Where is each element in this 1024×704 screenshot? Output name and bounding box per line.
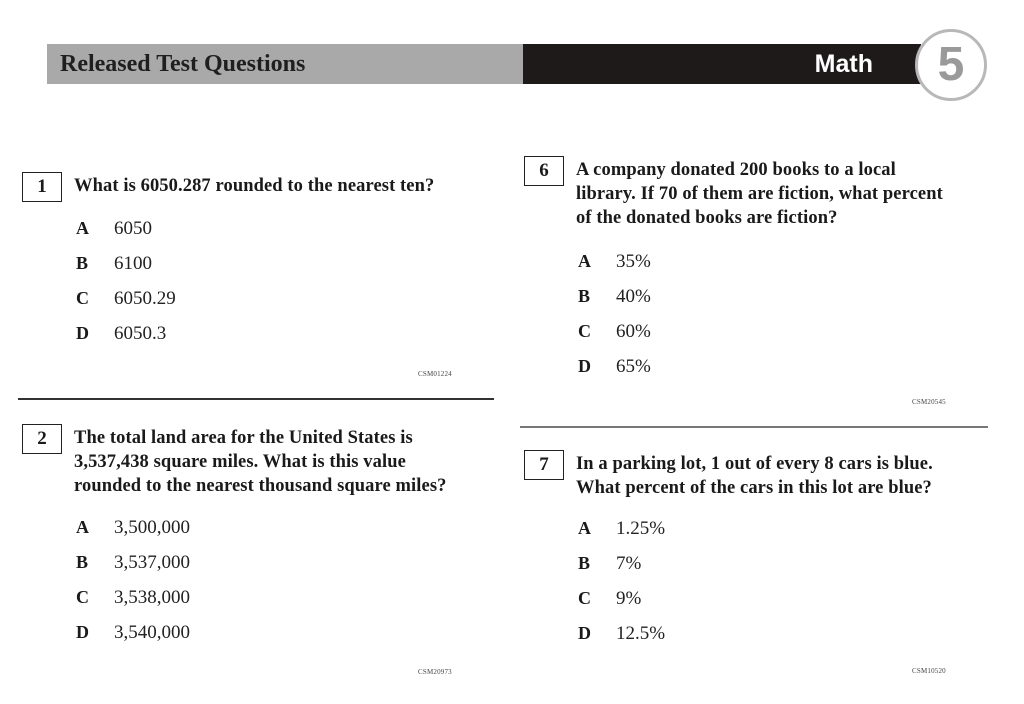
answer-option-a[interactable] [76, 517, 190, 552]
option-value: 3,500,000 [114, 517, 190, 538]
answer-option-d[interactable] [76, 622, 190, 657]
page-title: Released Test Questions [60, 51, 306, 77]
option-letter: A [76, 517, 89, 537]
option-letter: A [76, 218, 89, 238]
answer-options [76, 517, 190, 657]
option-letter: D [76, 323, 89, 343]
option-letter: A [578, 518, 591, 538]
question-text-line: What is 6050.287 rounded to the nearest ten? [74, 176, 435, 196]
option-value: 3,538,000 [114, 587, 190, 608]
question-number-box: 1 [22, 172, 62, 202]
answer-option-c[interactable] [578, 321, 651, 356]
question-text-line: In a parking lot, 1 out of every 8 cars is blue. [576, 454, 933, 474]
item-code: CSM20545 [912, 398, 946, 406]
item-code: CSM20973 [418, 668, 452, 676]
question-text-line: library. If 70 of them are fiction, what percent [576, 184, 943, 204]
question-text [576, 158, 943, 230]
question-number-box: 7 [524, 450, 564, 480]
question-text [74, 174, 434, 198]
option-value: 60% [616, 321, 651, 342]
option-letter: B [76, 552, 89, 572]
answer-option-d[interactable] [578, 356, 651, 391]
subject-label: Math [814, 50, 873, 78]
answer-option-b[interactable] [578, 553, 665, 588]
option-letter: D [76, 622, 89, 642]
option-letter: B [578, 553, 591, 573]
question-text-line: A company donated 200 books to a local [576, 160, 896, 180]
option-letter: B [578, 286, 591, 306]
grade-badge [915, 29, 987, 101]
option-value: 1.25% [616, 518, 666, 539]
question-text-line: The total land area for the United States is [74, 428, 413, 448]
option-value: 12.5% [616, 623, 666, 644]
option-value: 6100 [114, 253, 152, 274]
option-letter: D [578, 623, 591, 643]
header-title-bar [47, 44, 523, 84]
answer-option-a[interactable] [578, 518, 665, 553]
option-value: 35% [616, 251, 651, 272]
answer-option-b[interactable] [76, 552, 190, 587]
answer-option-d[interactable] [578, 623, 665, 658]
option-letter: D [578, 356, 591, 376]
answer-option-a[interactable] [76, 218, 176, 253]
question-text-line: rounded to the nearest thousand square miles? [74, 476, 447, 496]
answer-options [578, 518, 665, 658]
answer-option-d[interactable] [76, 323, 176, 358]
question-text-line: What percent of the cars in this lot are blue? [576, 478, 932, 498]
answer-option-a[interactable] [578, 251, 651, 286]
option-letter: C [76, 587, 89, 607]
question-text-line: 3,537,438 square miles. What is this value [74, 452, 406, 472]
option-letter: C [578, 321, 591, 341]
section-divider [520, 426, 988, 428]
option-letter: C [76, 288, 89, 308]
option-value: 7% [616, 553, 642, 574]
answer-option-b[interactable] [578, 286, 651, 321]
option-letter: A [578, 251, 591, 271]
answer-option-b[interactable] [76, 253, 176, 288]
answer-options [76, 218, 176, 358]
option-letter: B [76, 253, 89, 273]
option-value: 3,537,000 [114, 552, 190, 573]
question-text-line: of the donated books are fiction? [576, 208, 838, 228]
option-value: 65% [616, 356, 651, 377]
option-value: 6050.29 [114, 288, 176, 309]
option-value: 6050.3 [114, 323, 167, 344]
question-text [74, 426, 447, 498]
question-number-box: 6 [524, 156, 564, 186]
answer-options [578, 251, 651, 391]
option-value: 40% [616, 286, 651, 307]
question-text [576, 452, 933, 500]
option-letter: C [578, 588, 591, 608]
option-value: 3,540,000 [114, 622, 190, 643]
header-subject-bar [523, 44, 921, 84]
section-divider [18, 398, 494, 400]
answer-option-c[interactable] [76, 587, 190, 622]
answer-option-c[interactable] [578, 588, 665, 623]
option-value: 9% [616, 588, 642, 609]
item-code: CSM10520 [912, 667, 946, 675]
question-number-box: 2 [22, 424, 62, 454]
grade-number: 5 [937, 38, 965, 91]
item-code: CSM01224 [418, 370, 452, 378]
option-value: 6050 [114, 218, 152, 239]
answer-option-c[interactable] [76, 288, 176, 323]
